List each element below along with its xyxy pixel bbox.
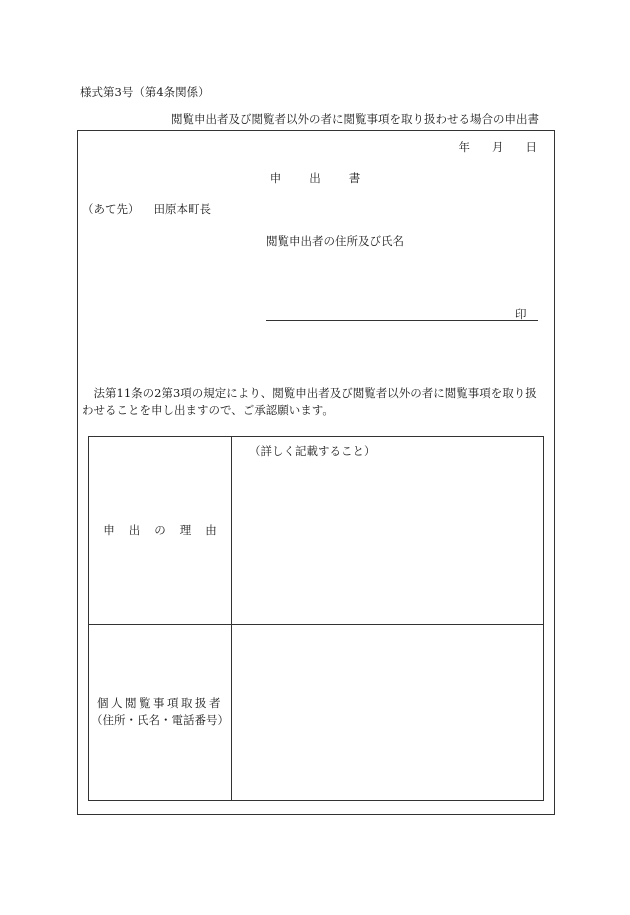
date-year: 年 (458, 140, 470, 154)
signature-line[interactable] (266, 320, 538, 321)
body-line: わせることを申し出ますので、ご承認願います。 (82, 403, 334, 417)
addressee (82, 201, 211, 217)
handler-label (89, 695, 231, 729)
seal-mark: 印 (515, 307, 527, 321)
document-title (0, 170, 630, 186)
applicant-label: 閲覧申出者の住所及び氏名 (266, 234, 404, 248)
handler-label-line2: （住所・氏名・電話番号） (91, 713, 229, 727)
date-day: 日 (525, 140, 537, 154)
form-heading: 閲覧申出者及び閲覧者以外の者に閲覧事項を取り扱わせる場合の申出書 (171, 112, 539, 126)
title-char: 申 (269, 171, 282, 185)
reason-label: 申 出 の 理 由 (103, 523, 217, 537)
date-month: 月 (492, 140, 504, 154)
title-char: 書 (348, 171, 361, 185)
body-line: 法第11条の2第3項の規定により、閲覧申出者及び閲覧者以外の者に閲覧事項を取り扱 (82, 386, 537, 400)
detail-table (88, 436, 544, 801)
reason-note: （詳しく記載すること） (249, 444, 376, 458)
body-text (82, 385, 552, 419)
form-number: 様式第3号（第4条関係） (80, 85, 210, 99)
date-line (459, 139, 538, 155)
addressee-name: 田原本町長 (153, 202, 211, 216)
addressee-prefix: （あて先） (82, 202, 140, 216)
title-char: 出 (309, 171, 321, 185)
handler-label-line1: 個人閲覧事項取扱者 (97, 696, 223, 710)
